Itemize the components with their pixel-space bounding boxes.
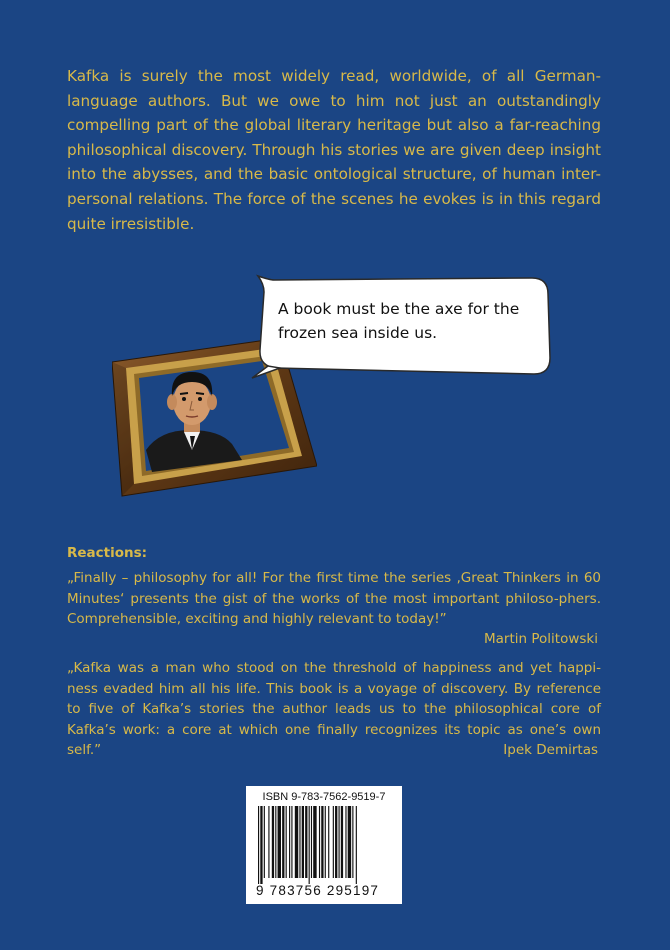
reaction-author-2: Ipek Demirtas: [503, 742, 598, 758]
barcode-bar: [309, 806, 310, 884]
reaction-quote-1: „Finally – philosophy for all! For the first time the series ‚Great Thinkers in 60 Minutes‘ presents the gist of the works of the most important philoso-phers. Comprehensible, exciting and highly relevant to today!”: [67, 570, 601, 627]
barcode-bar: [278, 806, 281, 878]
barcode-bar: [272, 806, 274, 878]
barcode-bar: [341, 806, 343, 878]
barcode-bar: [325, 806, 326, 878]
isbn-label: ISBN 9-783-7562-9519-7: [262, 791, 386, 803]
barcode-bar: [321, 806, 323, 878]
speech-bubble-text: A book must be the axe for the frozen sea inside us.: [278, 300, 520, 342]
barcode-bar: [352, 806, 353, 878]
barcode-bar: [289, 806, 290, 878]
barcode-bar: [286, 806, 287, 878]
barcode-bar: [356, 806, 357, 884]
barcode-bar: [348, 806, 351, 878]
reactions-heading: Reactions:: [67, 545, 148, 561]
barcode-digits: 9 783756 295197: [256, 883, 380, 898]
barcode-bar: [339, 806, 340, 878]
barcode-bar: [291, 806, 292, 878]
barcode-bar: [258, 806, 259, 884]
barcode-bar: [333, 806, 334, 878]
barcode-bar: [275, 806, 276, 878]
barcode-bar: [313, 806, 316, 878]
barcode-bar: [282, 806, 284, 878]
barcode-bar: [268, 806, 269, 878]
barcode-bar: [264, 806, 265, 878]
barcode-bar: [335, 806, 337, 878]
barcode-bar: [295, 806, 298, 878]
barcode-bar: [302, 806, 304, 878]
barcode-bar: [311, 806, 312, 878]
isbn-barcode: [246, 786, 402, 904]
barcode-bars: [258, 806, 390, 884]
speech-bubble: [250, 270, 555, 380]
barcode-bar: [260, 806, 262, 884]
barcode-bar: [305, 806, 307, 878]
barcode-bar: [345, 806, 346, 878]
barcode-bar: [319, 806, 320, 878]
reaction-quote-2: „Kafka was a man who stood on the threshold of happiness and yet happi-ness evaded him all his life. This book is a voyage of discovery. By reference to five of Kafka’s stories the author leads us to the philosophical core of Kafka’s work: a core at which one finally recognizes its topic as one’s own self.”: [67, 660, 601, 758]
barcode-bar: [328, 806, 329, 878]
blurb-text: Kafka is surely the most widely read, worldwide, of all German-language authors. But we owe to him not just an outstandingly compelling part of the global literary heritage but also a far-reaching philosophical discovery. Through his stories we are given deep insight into the abysses, and the basic ontological structure, of human inter-personal relations. The force of the scenes he evokes is in this regard quite irresistible.: [67, 67, 601, 233]
barcode-bar: [299, 806, 300, 878]
reaction-author-1: Martin Politowski: [484, 631, 598, 647]
